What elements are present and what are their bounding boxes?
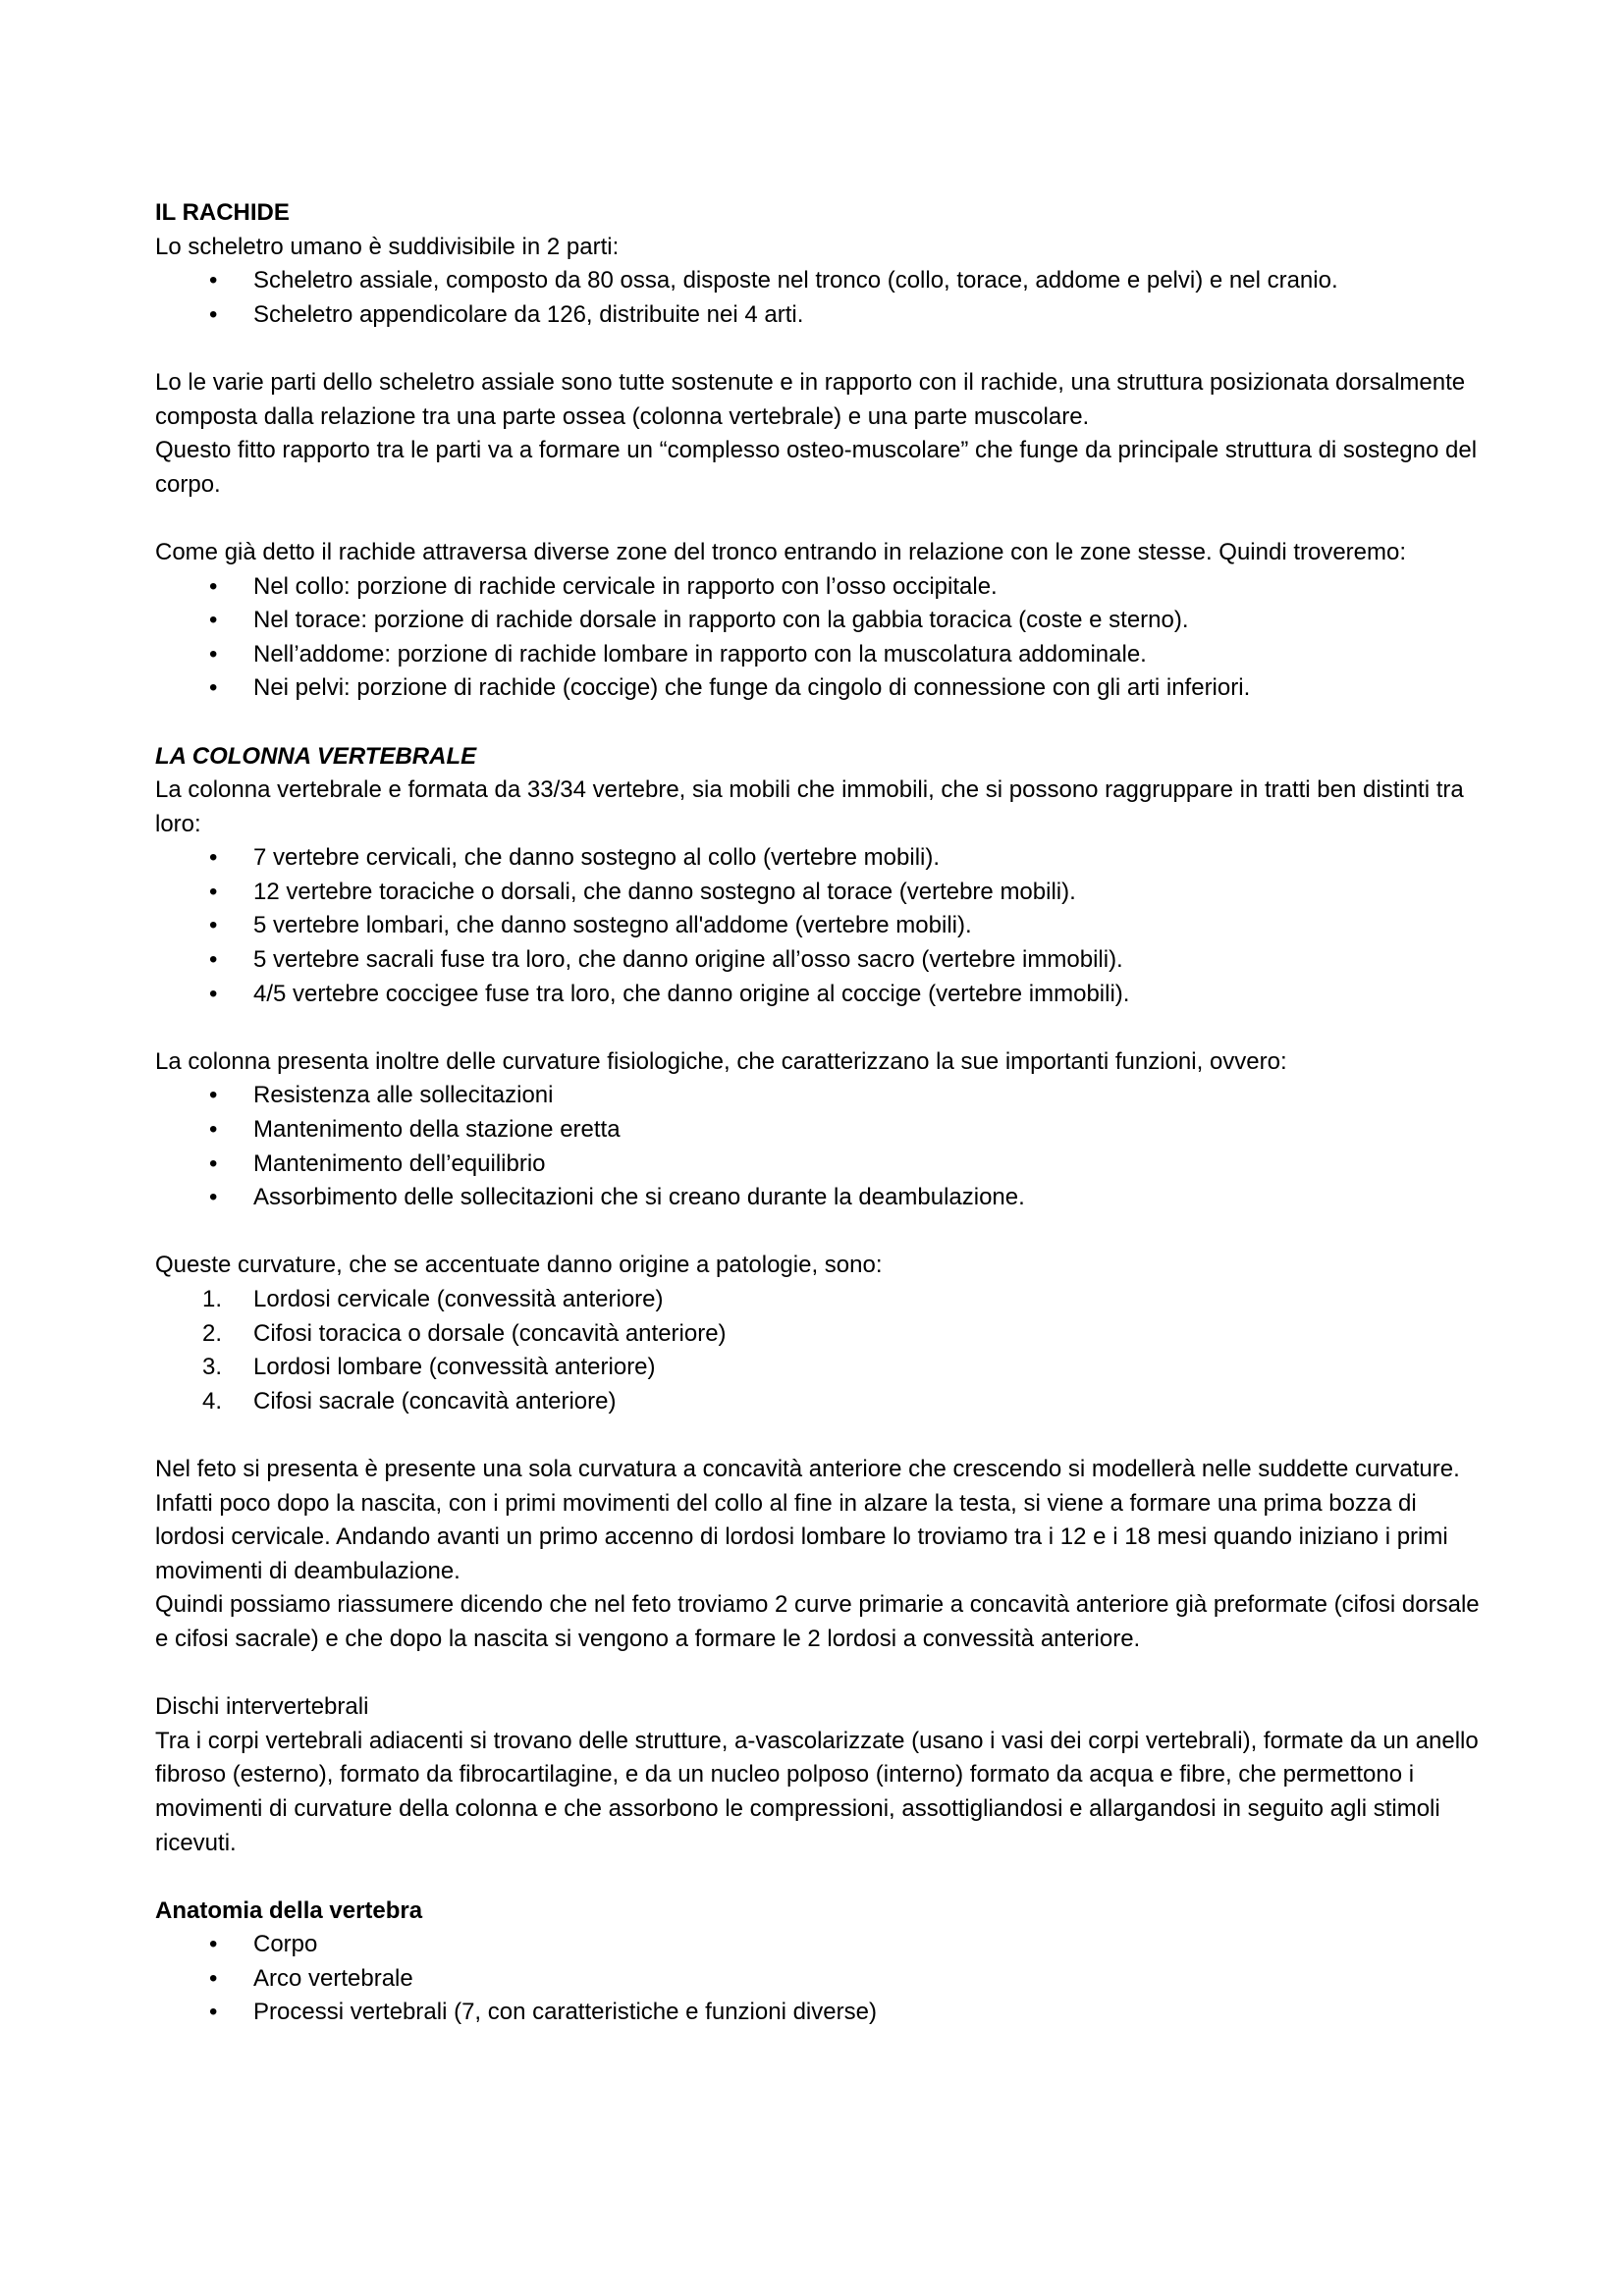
list-item bbox=[155, 1283, 1490, 1317]
list-item bbox=[155, 1385, 1490, 1419]
paragraph-complesso-osteo-muscolare: Questo fitto rapporto tra le parti va a formare un “complesso osteo-muscolare” che funge da principale struttura di sostegno del corpo. bbox=[155, 437, 1478, 498]
list-number: 1. bbox=[202, 1286, 223, 1312]
paragraph-colonna-intro: La colonna vertebrale e formata da 33/34 vertebre, sia mobili che immobili, che si possono raggruppare in tratti ben distinti tra loro: bbox=[155, 776, 1464, 837]
paragraph-post-birth: Infatti poco dopo la nascita, con i primi movimenti del collo al fine in alzare la testa, si viene a formare una prima bozza di lordosi cervicale. Andando avanti un primo accenno di lordosi lombare lo troviamo tra i 12 e i 18 mesi quando iniziano i primi movimenti di deambulazione. bbox=[155, 1489, 1448, 1584]
list-item bbox=[155, 1317, 1490, 1352]
list-number: 2. bbox=[202, 1319, 223, 1347]
list-number: 3. bbox=[202, 1354, 223, 1381]
list-item: • Nel torace: porzione di rachide dorsale in rapporto con la gabbia toracica (coste e sterno). bbox=[155, 604, 1490, 638]
heading-colonna-vertebrale: LA COLONNA VERTEBRALE bbox=[155, 742, 477, 770]
list-item: • Processi vertebrali (7, con caratteristiche e funzioni diverse) bbox=[155, 1996, 1490, 2030]
list-item: • Mantenimento dell’equilibrio bbox=[155, 1148, 1490, 1182]
list-item: • 12 vertebre toraciche o dorsali, che danno sostegno al torace (vertebre mobili). bbox=[155, 876, 1490, 910]
rachide-zones-list bbox=[155, 570, 1490, 706]
paragraph-summary: Quindi possiamo riassumere dicendo che nel feto troviamo 2 curve primarie a concavità anteriore già preformate (cifosi dorsale e cifosi sacrale) e che dopo la nascita si vengono a formare le 2 lordosi a convessità anteriore. bbox=[155, 1591, 1480, 1652]
list-item: • 4/5 vertebre coccigee fuse tra loro, che danno origine al coccige (vertebre immobili). bbox=[155, 978, 1490, 1012]
document-page bbox=[155, 196, 1490, 2030]
list-item: • Arco vertebrale bbox=[155, 1962, 1490, 1997]
paragraph-zones-intro: Come già detto il rachide attraversa diverse zone del tronco entrando in relazione con le zone stesse. Quindi troveremo: bbox=[155, 538, 1407, 565]
paragraph-functions-intro: La colonna presenta inoltre delle curvature fisiologiche, che caratterizzano la sue importanti funzioni, ovvero: bbox=[155, 1047, 1287, 1075]
heading-anatomia-vertebra: Anatomia della vertebra bbox=[155, 1896, 423, 1924]
heading-dischi-intervertebrali: Dischi intervertebrali bbox=[155, 1693, 369, 1721]
list-item: • 5 vertebre lombari, che danno sostegno all'addome (vertebre mobili). bbox=[155, 909, 1490, 943]
list-item: • Assorbimento delle sollecitazioni che si creano durante la deambulazione. bbox=[155, 1181, 1490, 1215]
list-number: 4. bbox=[202, 1387, 223, 1415]
paragraph-curvatures-intro: Queste curvature, che se accentuate danno origine a patologie, sono: bbox=[155, 1252, 883, 1279]
list-item: • Scheletro appendicolare da 126, distribuite nei 4 arti. bbox=[155, 298, 1490, 333]
list-text: Cifosi toracica o dorsale (concavità anteriore) bbox=[253, 1319, 727, 1347]
functions-list bbox=[155, 1079, 1490, 1214]
list-item: • Corpo bbox=[155, 1928, 1490, 1962]
list-item: • Scheletro assiale, composto da 80 ossa, disposte nel tronco (collo, torace, addome e pelvi) e nel cranio. bbox=[155, 264, 1490, 298]
paragraph-rachide-description: Lo le varie parti dello scheletro assiale sono tutte sostenute e in rapporto con il rachide, una struttura posizionata dorsalmente composta dalla relazione tra una parte ossea (colonna vertebrale) e una parte muscolare. bbox=[155, 368, 1466, 430]
heading-il-rachide: IL RACHIDE bbox=[155, 199, 290, 226]
skeleton-parts-list bbox=[155, 264, 1490, 332]
list-item: • Mantenimento della stazione eretta bbox=[155, 1113, 1490, 1148]
list-item: • Nel collo: porzione di rachide cervicale in rapporto con l’osso occipitale. bbox=[155, 570, 1490, 605]
vertebra-anatomy-list bbox=[155, 1928, 1490, 2030]
list-item: • 5 vertebre sacrali fuse tra loro, che danno origine all’osso sacro (vertebre immobili). bbox=[155, 943, 1490, 978]
list-item bbox=[155, 1351, 1490, 1385]
vertebrae-list bbox=[155, 841, 1490, 1011]
list-item: • 7 vertebre cervicali, che danno sostegno al collo (vertebre mobili). bbox=[155, 841, 1490, 876]
list-item: • Resistenza alle sollecitazioni bbox=[155, 1079, 1490, 1113]
list-item: • Nei pelvi: porzione di rachide (coccige) che funge da cingolo di connessione con gli arti inferiori. bbox=[155, 671, 1490, 706]
curvatures-list bbox=[155, 1283, 1490, 1418]
list-text: Cifosi sacrale (concavità anteriore) bbox=[253, 1387, 617, 1415]
paragraph-dischi: Tra i corpi vertebrali adiacenti si trovano delle strutture, a-vascolarizzate (usano i vasi dei corpi vertebrali), formate da un anello fibroso (esterno), formato da fibrocartilagine, e da un nucleo polposo (interno) formato da acqua e fibre, che permettono i movimenti di curvature della colonna e che assorbono le compressioni, assottigliandosi e allargandosi in seguito agli stimoli ricevuti. bbox=[155, 1727, 1479, 1856]
paragraph-intro: Lo scheletro umano è suddivisibile in 2 parti: bbox=[155, 233, 620, 260]
list-text: Lordosi cervicale (convessità anteriore) bbox=[253, 1286, 664, 1312]
paragraph-fetus-curvature: Nel feto si presenta è presente una sola curvatura a concavità anteriore che crescendo si modellerà nelle suddette curvature. bbox=[155, 1455, 1460, 1482]
list-text: Lordosi lombare (convessità anteriore) bbox=[253, 1354, 656, 1381]
list-item: • Nell’addome: porzione di rachide lombare in rapporto con la muscolatura addominale. bbox=[155, 638, 1490, 672]
